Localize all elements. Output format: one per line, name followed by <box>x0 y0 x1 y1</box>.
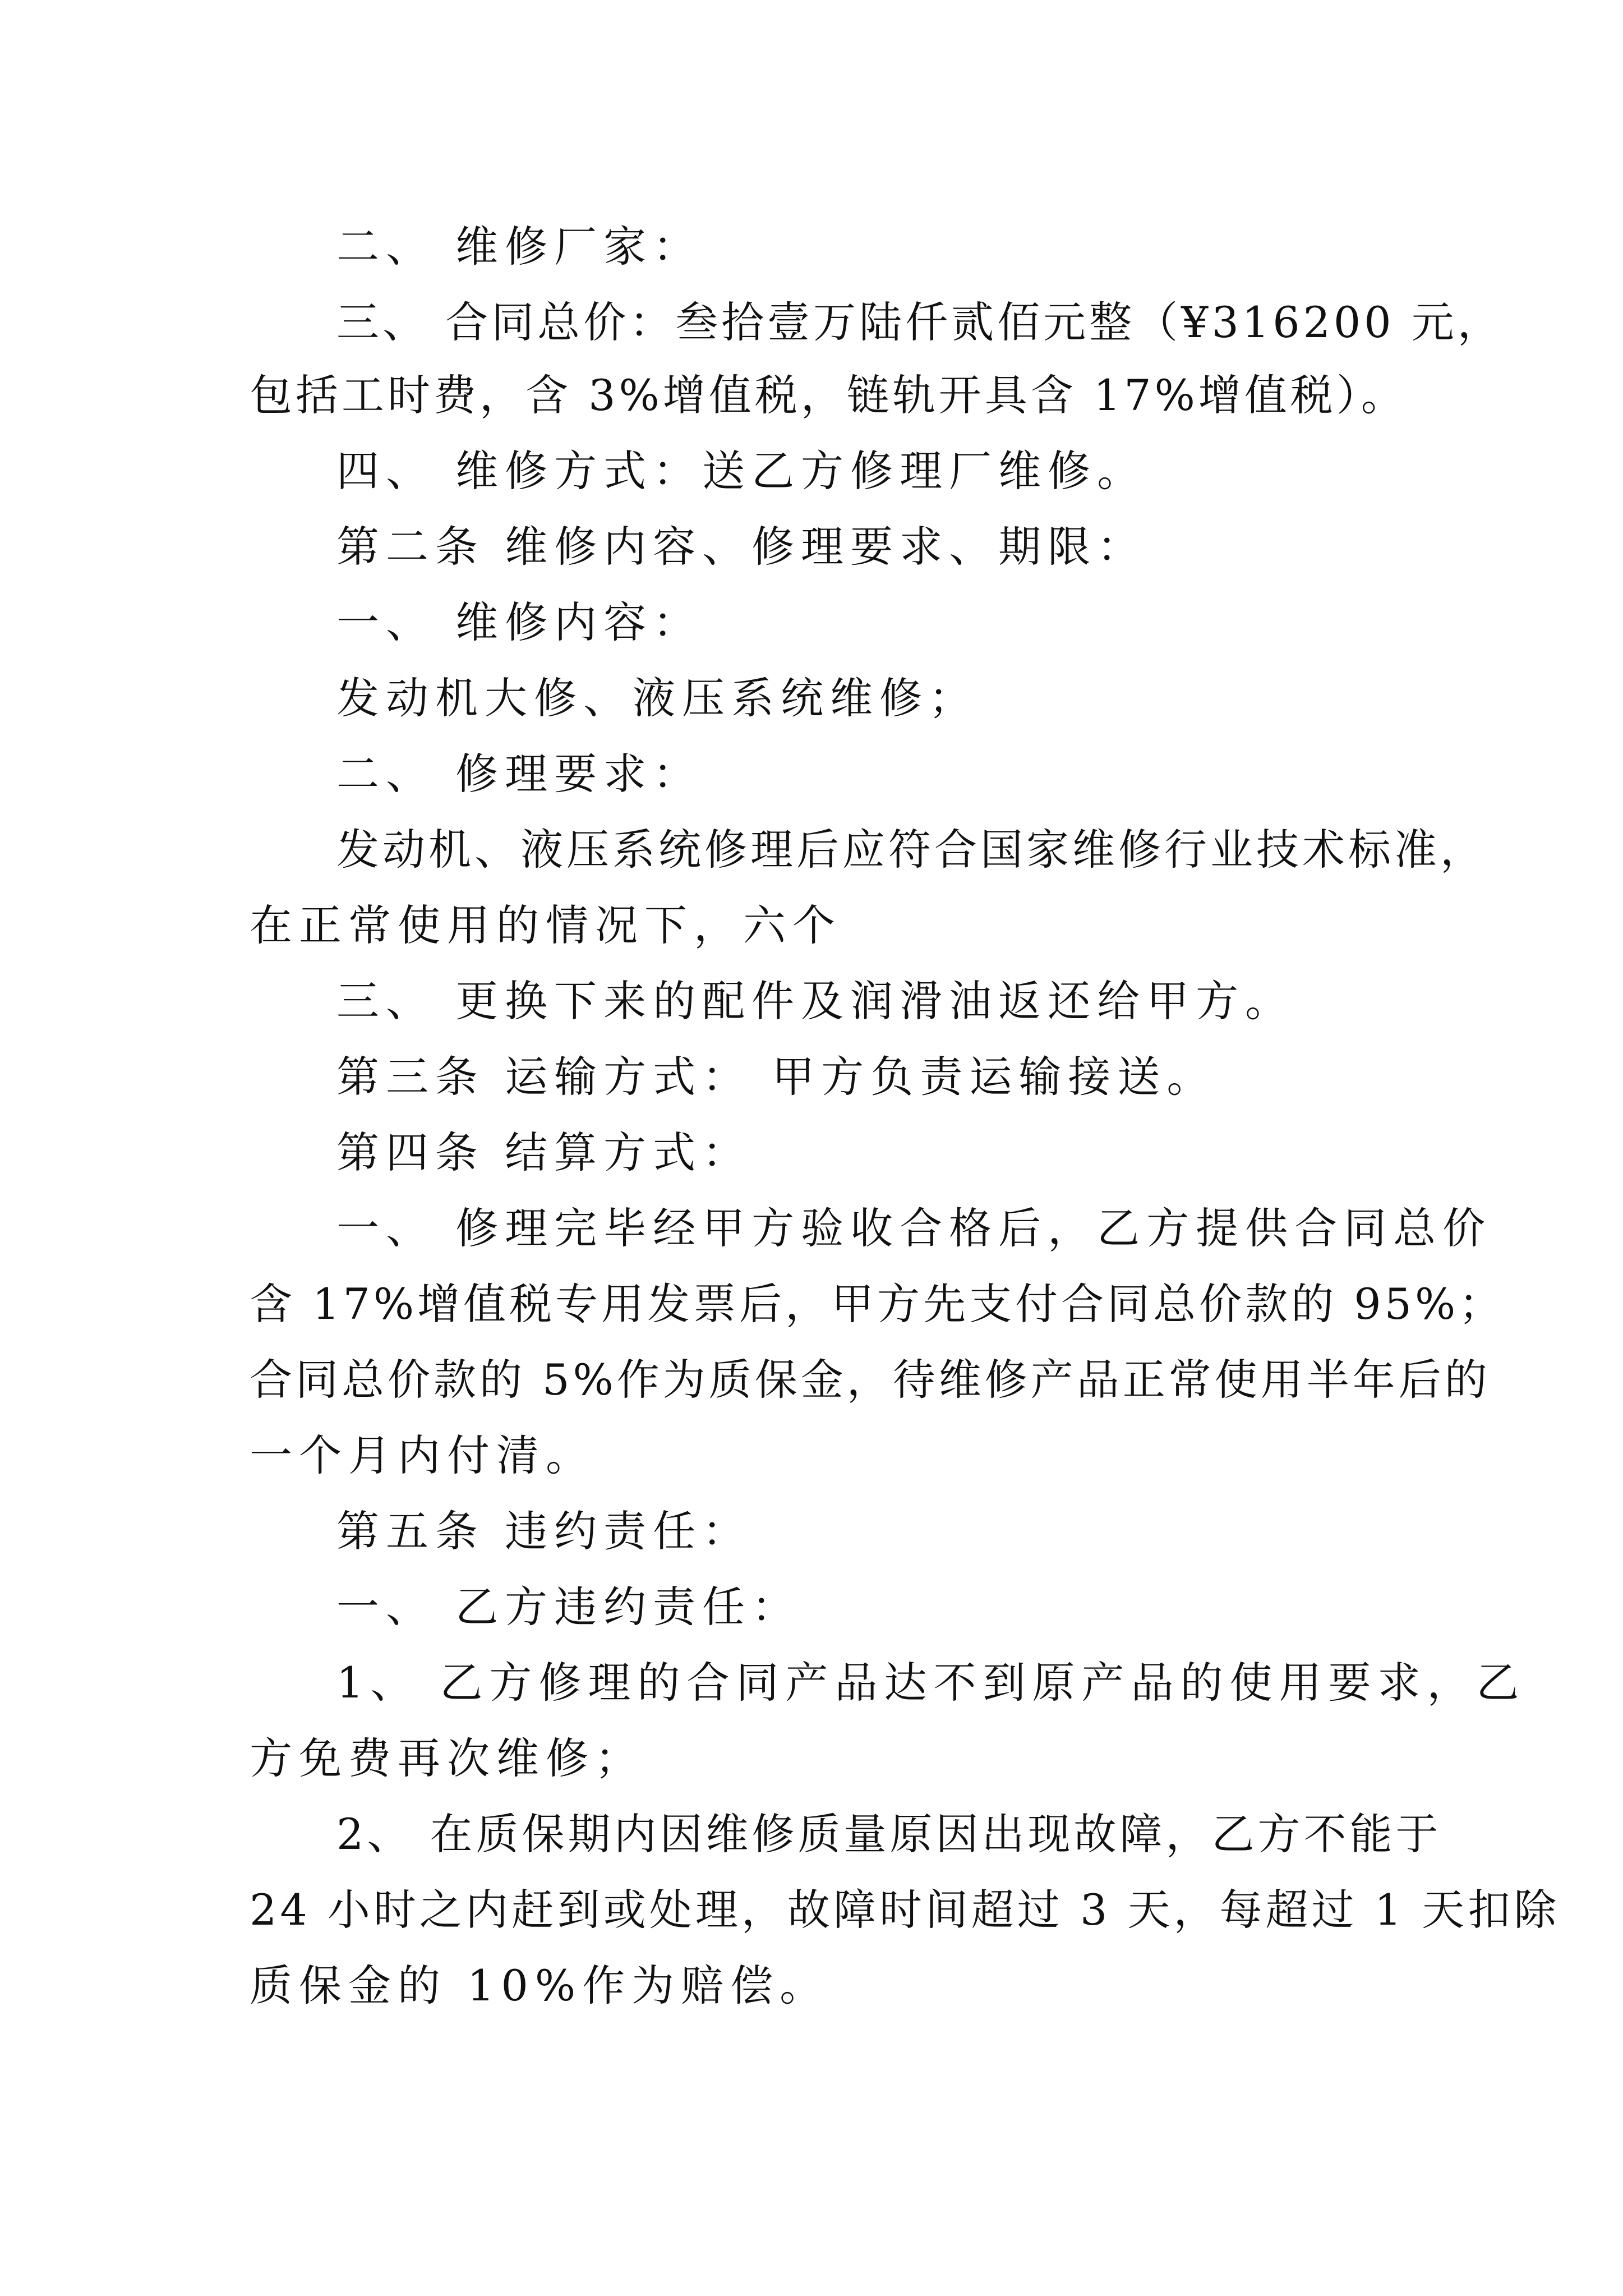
para-17-line-1: 2、 在质保期内因维修质量原因出现故障，乙方不能于 <box>336 1809 1442 1859</box>
para-13-line-3: 合同总价款的 5%作为质保金，待维修产品正常使用半年后的 <box>250 1355 1491 1405</box>
para-9-line-2: 在正常使用的情况下，六个 <box>250 900 842 950</box>
para-17-line-2: 24 小时之内赶到或处理，故障时间超过 3 天，每超过 1 天扣除 <box>250 1885 1560 1935</box>
para-11-line-1: 第三条 运输方式： 甲方负责运输接送。 <box>336 1052 1216 1102</box>
para-14-line-1: 第五条 违约责任： <box>336 1506 752 1556</box>
para-9-line-1: 发动机、液压系统修理后应符合国家维修行业技术标准， <box>336 825 1486 875</box>
para-8-line-1: 二、 修理要求： <box>336 749 703 799</box>
para-16-line-1: 1、 乙方修理的合同产品达不到原产品的使用要求，乙 <box>336 1658 1526 1708</box>
para-2-line-1: 二、 维修厂家： <box>336 222 703 272</box>
para-13-line-4: 一个月内付清。 <box>250 1430 595 1480</box>
para-5-line-1: 第二条 维修内容、修理要求、期限： <box>336 522 1147 572</box>
para-15-line-1: 一、 乙方违约责任： <box>336 1582 801 1632</box>
para-16-line-2: 方免费再次维修； <box>250 1733 644 1783</box>
para-13-line-1: 一、 修理完毕经甲方验收合格后，乙方提供合同总价 <box>336 1203 1492 1253</box>
para-12-line-1: 第四条 结算方式： <box>336 1128 752 1177</box>
para-7-line-1: 发动机大修、液压系统维修； <box>336 673 978 723</box>
para-10-line-1: 三、 更换下来的配件及润滑油返还给甲方。 <box>336 976 1295 1026</box>
para-13-line-2: 含 17%增值税专用发票后，甲方先支付合同总价款的 95%； <box>250 1279 1505 1329</box>
para-6-line-1: 一、 维修内容： <box>336 597 703 647</box>
para-3-line-2: 包括工时费，含 3%增值税，链轨开具含 17%增值税）。 <box>250 370 1407 420</box>
para-17-line-3: 质保金的 10%作为赔偿。 <box>250 1961 829 2010</box>
para-4-line-1: 四、 维修方式：送乙方修理厂维修。 <box>336 446 1147 496</box>
para-3-line-1: 三、 合同总价：叁拾壹万陆仟贰佰元整（¥316200 元， <box>336 297 1504 347</box>
